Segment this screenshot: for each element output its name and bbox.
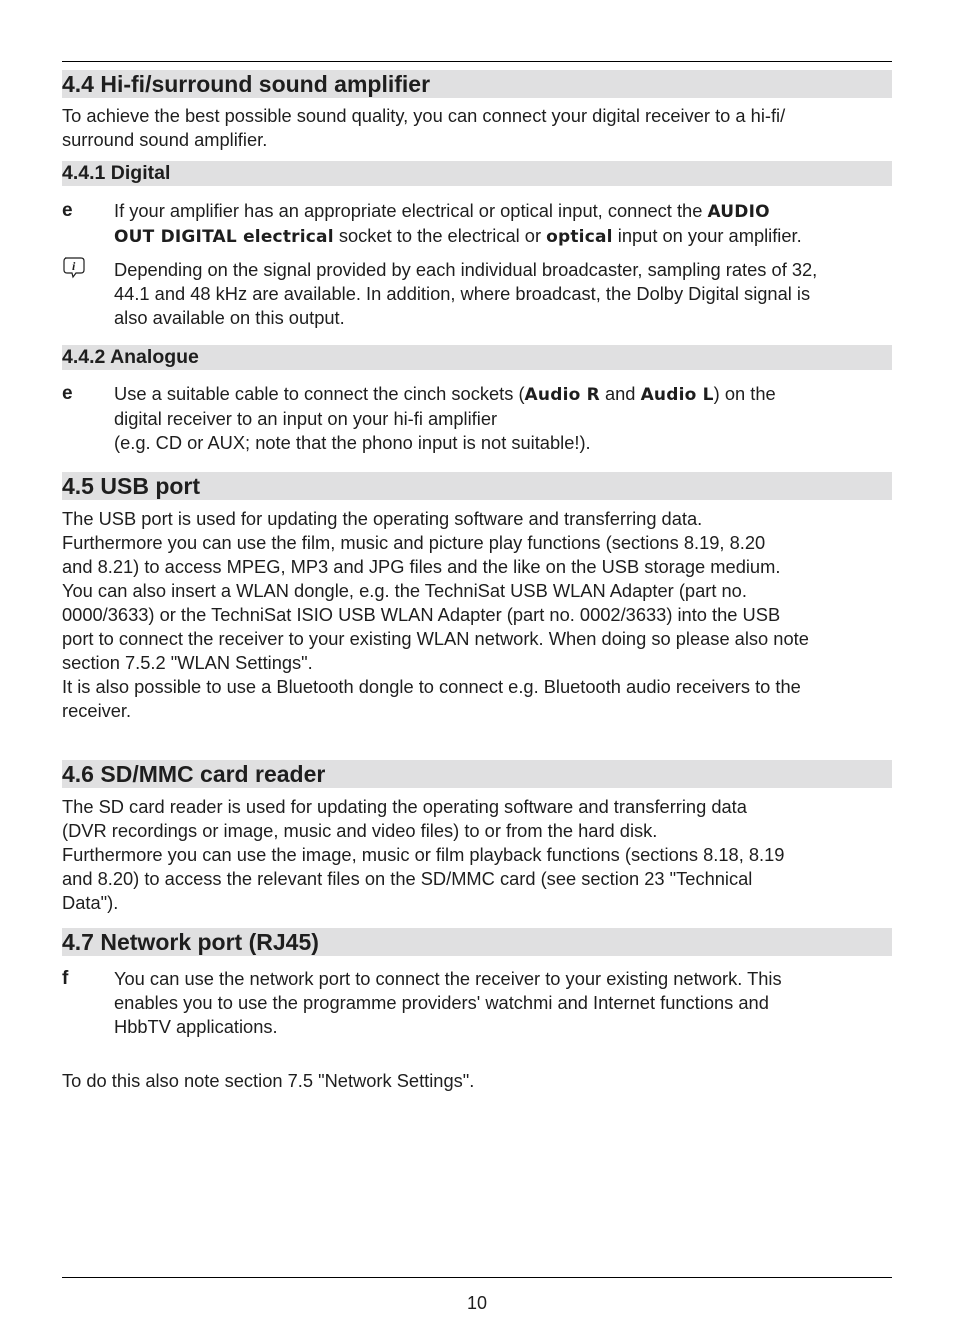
text-run: If your amplifier has an appropriate electrical or optical input, connect the <box>114 200 708 221</box>
text-line: 44.1 and 48 kHz are available. In addition, where broadcast, the Dolby Digital signal is <box>114 283 811 304</box>
text-line: and 8.21) to access MPEG, MP3 and JPG files and the like on the USB storage medium. <box>62 556 781 577</box>
section-4-4-heading: 4.4 Hi-fi/surround sound amplifier <box>62 70 892 98</box>
text-line: (e.g. CD or AUX; note that the phono input is not suitable!). <box>114 432 591 453</box>
text-run: and <box>599 383 641 404</box>
sampling-rate-note <box>114 258 894 330</box>
section-4-5-heading: 4.5 USB port <box>62 472 892 500</box>
keyword-out-digital-electrical: OUT DIGITAL electrical <box>114 227 334 247</box>
top-rule <box>62 61 892 62</box>
text-line: To do this also note section 7.5 "Network Settings". <box>62 1070 475 1091</box>
text-line: enables you to use the programme providers' watchmi and Internet functions and <box>114 992 769 1013</box>
text-run: input on your amplifier. <box>612 225 802 246</box>
text-line: digital receiver to an input on your hi-fi amplifier <box>114 408 498 429</box>
bullet-marker: e <box>62 200 73 221</box>
info-note-icon <box>62 256 88 280</box>
bullet-marker: e <box>62 383 73 404</box>
text-line <box>114 224 894 249</box>
text-run: ) on the <box>713 383 776 404</box>
keyword-optical: optical <box>546 227 613 247</box>
text-line: surround sound amplifier. <box>62 129 268 150</box>
text-line: (DVR recordings or image, music and video files) to or from the hard disk. <box>62 820 658 841</box>
text-line: Depending on the signal provided by each individual broadcaster, sampling rates of 32, <box>114 259 818 280</box>
text-line: receiver. <box>62 700 132 721</box>
text-line: The SD card reader is used for updating the operating software and transferring data <box>62 796 747 817</box>
text-line: port to connect the receiver to your existing WLAN network. When doing so please also note <box>62 628 809 649</box>
text-run: socket to the electrical or <box>333 225 547 246</box>
section-4-7-heading: 4.7 Network port (RJ45) <box>62 928 892 956</box>
section-4-4-2-heading: 4.4.2 Analogue <box>62 345 892 370</box>
keyword-audio-r: Audio R <box>524 385 600 405</box>
keyword-audio: AUDIO <box>707 202 770 222</box>
bullet-marker: f <box>62 968 69 989</box>
text-line <box>114 199 894 224</box>
text-line: The USB port is used for updating the operating software and transferring data. <box>62 508 703 529</box>
section-4-4-intro <box>62 104 892 152</box>
text-line: HbbTV applications. <box>114 1016 278 1037</box>
digital-instruction <box>114 199 894 249</box>
section-4-4-1-heading: 4.4.1 Digital <box>62 161 892 186</box>
text-line: also available on this output. <box>114 307 345 328</box>
text-line: 0000/3633) or the TechniSat ISIO USB WLAN Adapter (part no. 0002/3633) into the USB <box>62 604 781 625</box>
text-run: Use a suitable cable to connect the cinch sockets ( <box>114 383 525 404</box>
text-line: You can also insert a WLAN dongle, e.g. the TechniSat USB WLAN Adapter (part no. <box>62 580 747 601</box>
section-4-6-heading: 4.6 SD/MMC card reader <box>62 760 892 788</box>
section-4-6-body <box>62 795 892 915</box>
text-line: and 8.20) to access the relevant files on the SD/MMC card (see section 23 "Technical <box>62 868 753 889</box>
keyword-audio-l: Audio L <box>640 385 714 405</box>
section-4-5-body <box>62 507 892 723</box>
text-line: Furthermore you can use the image, music or film playback functions (sections 8.18, 8.19 <box>62 844 785 865</box>
svg-text:i: i <box>72 259 76 273</box>
text-line: To achieve the best possible sound quality, you can connect your digital receiver to a hi-fi/ <box>62 105 786 126</box>
bottom-rule <box>62 1277 892 1278</box>
text-line <box>114 382 894 407</box>
text-line: Data"). <box>62 892 119 913</box>
page-number: 10 <box>466 1293 488 1313</box>
network-port-instruction <box>114 967 894 1039</box>
text-line: section 7.5.2 "WLAN Settings". <box>62 652 313 673</box>
network-settings-note <box>62 1069 892 1093</box>
text-line: Furthermore you can use the film, music and picture play functions (sections 8.19, 8.20 <box>62 532 766 553</box>
analogue-instruction <box>114 382 894 455</box>
text-line: You can use the network port to connect the receiver to your existing network. This <box>114 968 782 989</box>
text-line: It is also possible to use a Bluetooth dongle to connect e.g. Bluetooth audio receivers to the <box>62 676 801 697</box>
